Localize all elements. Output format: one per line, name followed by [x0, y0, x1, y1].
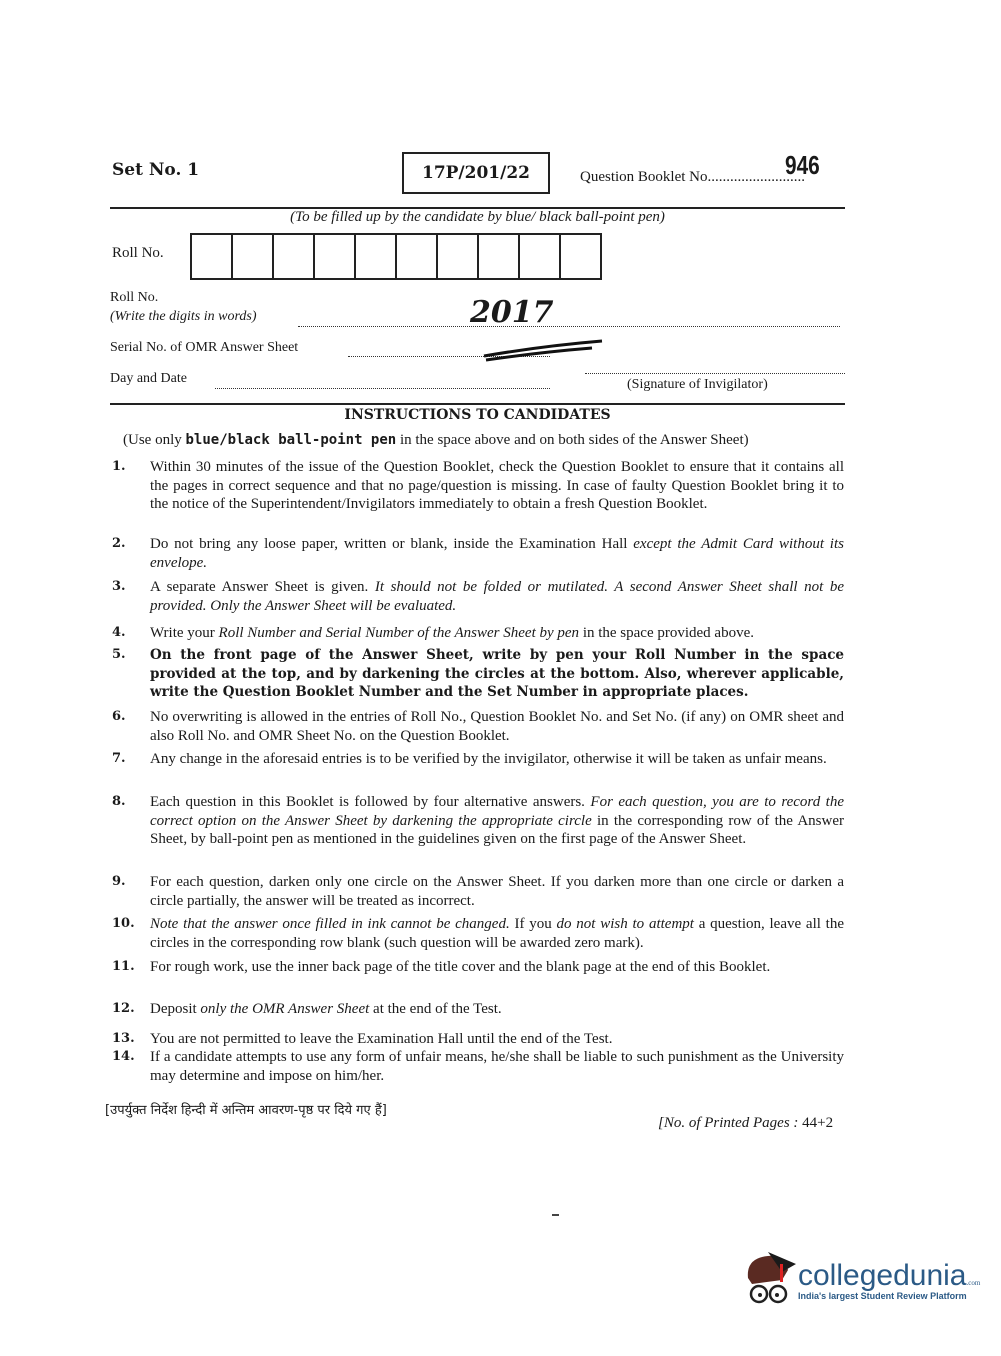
instruction-text-segment: Deposit: [150, 1001, 201, 1017]
instruction-text-segment: do not wish to attempt: [556, 916, 694, 932]
handwritten-roll-no: 2017: [470, 295, 554, 330]
instruction-number: 5.: [112, 647, 126, 662]
instruction-number: 3.: [112, 579, 126, 594]
instruction-text: [150, 958, 844, 977]
printed-pages-value: 44+2: [802, 1115, 834, 1131]
brand-suffix: .com: [966, 1279, 981, 1287]
instruction-text: [150, 1030, 844, 1049]
instruction-text-segment: For rough work, use the inner back page of the title cover and the blank page at the end of this Booklet.: [150, 959, 771, 975]
instruction-number: 11.: [112, 959, 135, 974]
instruction-number: 1.: [112, 459, 126, 474]
instructions-heading: INSTRUCTIONS TO CANDIDATES: [344, 407, 611, 423]
instruction-item: [112, 1030, 844, 1049]
instruction-text: [150, 535, 844, 572]
instruction-text: [150, 708, 844, 745]
signature-label: (Signature of Invigilator): [627, 377, 768, 392]
instruction-number: 14.: [112, 1049, 135, 1064]
roll-no-digit-box[interactable]: [274, 235, 315, 278]
instruction-text: [150, 1000, 844, 1019]
roll-no-digit-box[interactable]: [479, 235, 520, 278]
instruction-text: [150, 458, 844, 514]
roll-no-digit-box[interactable]: [233, 235, 274, 278]
set-number: Set No. 1: [112, 160, 200, 180]
instruction-text-segment: Roll Number and Serial Number of the Answer Sheet by pen: [218, 625, 580, 641]
hindi-note: [उपर्युक्त निर्देश हिन्दी में अन्तिम आवरण-पृष्ठ पर दिये गए हैं]: [105, 1103, 387, 1118]
handwritten-scribble: [482, 338, 612, 363]
instruction-text-segment: in the space provided above.: [579, 625, 755, 641]
instruction-item: [112, 578, 844, 615]
instruction-text-segment: It should not be folded or mutilated. A second Answer Sheet shall not be provided. Only the Answer Sheet will be evaluated.: [150, 579, 845, 614]
instruction-text-segment: Any change in the aforesaid entries is to be verified by the invigilator, otherwise it will be taken as unfair means.: [150, 751, 827, 767]
instruction-text-segment: Note that the answer once filled in ink cannot be changed.: [150, 916, 510, 932]
instruction-item: [112, 958, 844, 977]
instruction-number: 2.: [112, 536, 126, 551]
instruction-item: [112, 915, 844, 952]
instruction-item: [112, 624, 844, 643]
instruction-number: 10.: [112, 916, 135, 931]
instruction-text: [150, 793, 844, 849]
brand-name: collegedunia: [798, 1259, 967, 1292]
paper-code-box: 17P/201/22: [402, 152, 550, 194]
roll-no-digit-box[interactable]: [315, 235, 356, 278]
instruction-item: [112, 708, 844, 745]
roll-no-digit-box[interactable]: [561, 235, 600, 278]
mascot-logo-icon: [742, 1250, 798, 1312]
roll-no-words-field[interactable]: [298, 326, 840, 327]
instruction-text-segment: If a candidate attempts to use any form of unfair means, he/she shall be liable to such punishment as the University may determine and impose on him/her.: [150, 1049, 844, 1084]
instruction-item: [112, 646, 844, 702]
instruction-number: 7.: [112, 751, 126, 766]
instruction-text-segment: except the Admit Card without its envelope.: [150, 536, 844, 571]
instruction-text-segment: You are not permitted to leave the Examination Hall until the end of the Test.: [150, 1031, 613, 1047]
instruction-text-segment: No overwriting is allowed in the entries of Roll No., Question Booklet No. and Set No. (if any) on OMR sheet and also Roll No. and OMR Sheet No. on the Question Booklet.: [150, 709, 844, 744]
day-date-field[interactable]: [215, 388, 550, 389]
intro-text: (Use only: [123, 432, 186, 448]
day-date-label: Day and Date: [110, 371, 187, 386]
instruction-number: 4.: [112, 625, 126, 640]
instruction-text-segment: only the OMR Answer Sheet: [200, 1001, 370, 1017]
roll-no-words-label: Roll No.: [110, 290, 159, 305]
printed-pages-label: [No. of Printed Pages :: [658, 1115, 799, 1131]
roll-no-digit-box[interactable]: [397, 235, 438, 278]
instruction-number: 8.: [112, 794, 126, 809]
instruction-text-segment: a question, leave all the circles in the corresponding row blank (such question will be awarded zero mark).: [150, 916, 844, 951]
instruction-text: [150, 624, 844, 643]
instruction-item: [112, 793, 844, 849]
roll-no-digit-box[interactable]: [356, 235, 397, 278]
instruction-item: [112, 750, 844, 769]
instruction-number: 6.: [112, 709, 126, 724]
instruction-item: [112, 1000, 844, 1019]
signature-field[interactable]: [585, 373, 845, 374]
question-booklet-label: Question Booklet No..........................: [580, 169, 805, 185]
brand-tagline: India's largest Student Review Platform: [798, 1291, 967, 1301]
instruction-text-segment: Do not bring any loose paper, written or blank, inside the Examination Hall: [150, 536, 634, 552]
printed-pages: [658, 1115, 833, 1132]
collegedunia-watermark: [742, 1250, 980, 1312]
instruction-number: 9.: [112, 874, 126, 889]
instruction-text-segment: For each question, darken only one circle on the Answer Sheet. If you darken more than one circle or darken a circle partially, the answer will be treated as incorrect.: [150, 874, 844, 909]
divider: [110, 403, 845, 405]
instruction-text: [150, 1048, 844, 1085]
instruction-text-segment: On the front page of the Answer Sheet, write by pen your Roll Number in the space provided at the top, and by darkening the circles at the bottom. Also, wherever applicable, write the Question Booklet Number and the Set Number in appropriate places.: [150, 647, 844, 700]
roll-no-digit-box[interactable]: [438, 235, 479, 278]
fill-instruction-note: (To be filled up by the candidate by blue/ black ball-point pen): [290, 209, 665, 225]
omr-serial-label: Serial No. of OMR Answer Sheet: [110, 340, 299, 355]
roll-no-words-hint: (Write the digits in words): [110, 309, 257, 324]
instruction-text-segment: If you: [509, 916, 557, 932]
instruction-text-segment: For each question, you are to record the correct option on the Answer Sheet by darkening the appropriate circle: [150, 794, 844, 829]
instruction-text-segment: at the end of the Test.: [369, 1001, 502, 1017]
intro-text: in the space above and on both sides of the Answer Sheet): [396, 432, 749, 448]
instruction-number: 13.: [112, 1031, 135, 1046]
instruction-item: [112, 1048, 844, 1085]
instruction-text: [150, 915, 844, 952]
question-booklet-label-text: Question Booklet No.: [580, 169, 712, 185]
instruction-text-segment: Write your: [150, 625, 219, 641]
scan-mark: [552, 1214, 559, 1216]
instruction-text: [150, 873, 844, 910]
instruction-item: [112, 458, 844, 514]
instructions-intro: [123, 432, 749, 449]
instruction-item: [112, 535, 844, 572]
roll-no-digit-box[interactable]: [192, 235, 233, 278]
instruction-text-segment: in the corresponding row of the Answer Sheet, by ball-point pen as mentioned in the guidelines given on the first page of the Answer Sheet.: [150, 812, 845, 847]
instruction-text-segment: Within 30 minutes of the issue of the Question Booklet, check the Question Booklet to ensure that it contains all the pages in correct sequence and that no page/question is missing. In case of faulty Question Booklet bring it to the notice of the Superintendent/Invigilators immediately to obtain a fresh Question Booklet.: [150, 459, 844, 512]
instruction-text: [150, 750, 844, 769]
question-booklet-number: 946: [785, 150, 820, 180]
roll-no-digit-box[interactable]: [520, 235, 561, 278]
instruction-text: [150, 578, 844, 615]
roll-no-label: Roll No.: [112, 245, 164, 261]
instruction-item: [112, 873, 844, 910]
instruction-number: 12.: [112, 1001, 135, 1016]
instruction-text-segment: Each question in this Booklet is followed by four alternative answers.: [150, 794, 591, 810]
instruction-text: [150, 646, 844, 702]
instruction-text-segment: A separate Answer Sheet is given.: [150, 579, 375, 595]
intro-bold: blue/black ball-point pen: [185, 432, 397, 448]
roll-no-boxes[interactable]: [190, 233, 602, 280]
